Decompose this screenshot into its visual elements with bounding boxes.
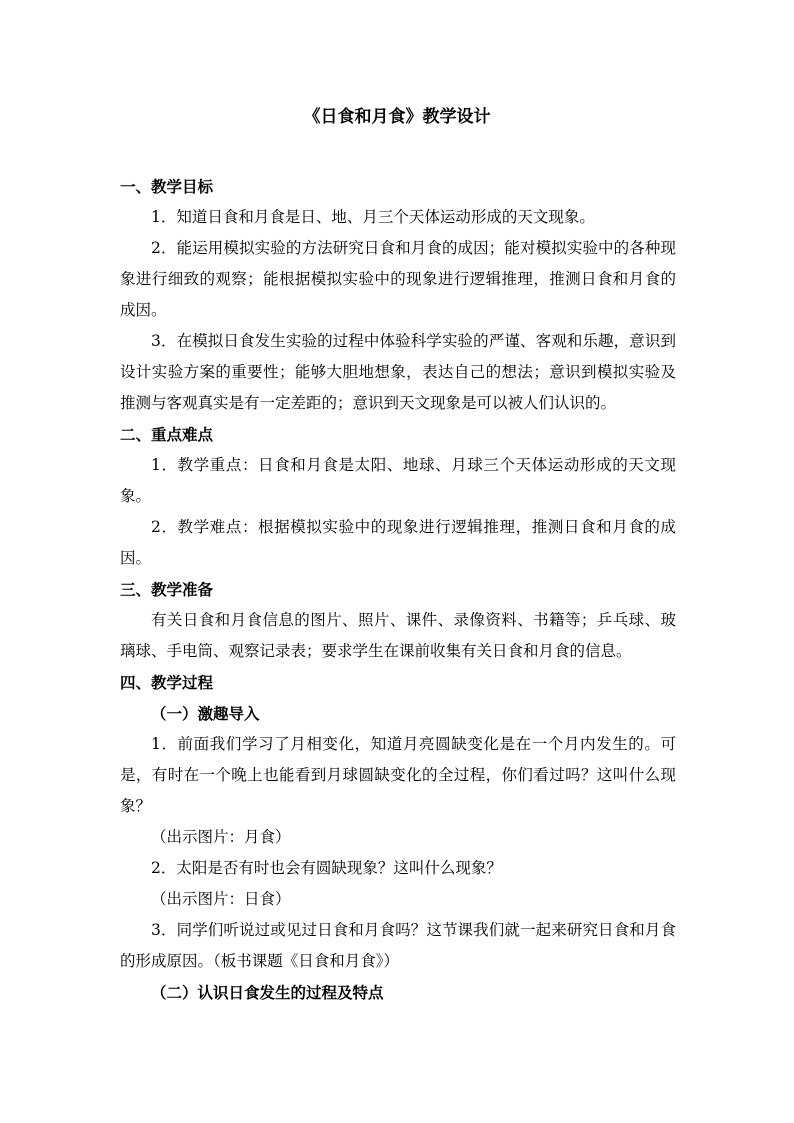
subsection-heading-intro: （一）激趣导入: [151, 704, 260, 723]
paragraph: （出示图片：月食）: [151, 828, 291, 846]
paragraph: 有关日食和月食信息的图片、照片、课件、录像资料、书籍等；乒乓球、玻璃球、手电筒、观察记录表；要求学生在课前收集有关日食和月食的信息。: [120, 611, 676, 660]
document-title: 《日食和月食》教学设计: [303, 107, 491, 127]
paragraph: （出示图片：日食）: [151, 890, 291, 908]
section-heading-process: 四、教学过程: [120, 673, 214, 692]
paragraph: 1．前面我们学习了月相变化，知道月亮圆缺变化是在一个月内发生的。可是，有时在一个晚上也能看到月球圆缺变化的全过程，你们看过吗？这叫什么现象？: [120, 735, 676, 815]
paragraph: 2．教学难点：根据模拟实验中的现象进行逻辑推理，推测日食和月食的成因。: [120, 518, 676, 567]
paragraph: 1．教学重点：日食和月食是太阳、地球、月球三个天体运动形成的天文现象。: [120, 456, 676, 505]
paragraph: 2．能运用模拟实验的方法研究日食和月食的成因；能对模拟实验中的各种现象进行细致的观察；能根据模拟实验中的现象进行逻辑推理，推测日食和月食的成因。: [120, 239, 676, 319]
subsection-heading-solar-eclipse: （二）认识日食发生的过程及特点: [151, 983, 384, 1002]
paragraph: 2．太阳是否有时也会有圆缺现象？这叫什么现象？: [151, 859, 502, 877]
section-heading-preparation: 三、教学准备: [120, 580, 214, 599]
document-body: [120, 171, 676, 1008]
paragraph: 3．在模拟日食发生实验的过程中体验科学实验的严谨、客观和乐趣，意识到设计实验方案的重要性；能够大胆地想象，表达自己的想法；意识到模拟实验及推测与客观真实是有一定差距的；意识到天文现象是可以被人们认识的。: [120, 332, 676, 412]
paragraph: 3．同学们听说过或见过日食和月食吗？这节课我们就一起来研究日食和月食的形成原因。（板书课题《日食和月食》）: [120, 921, 676, 970]
section-heading-objectives: 一、教学目标: [120, 177, 214, 196]
section-heading-key-points: 二、重点难点: [120, 425, 214, 444]
paragraph: 1．知道日食和月食是日、地、月三个天体运动形成的天文现象。: [151, 208, 595, 226]
